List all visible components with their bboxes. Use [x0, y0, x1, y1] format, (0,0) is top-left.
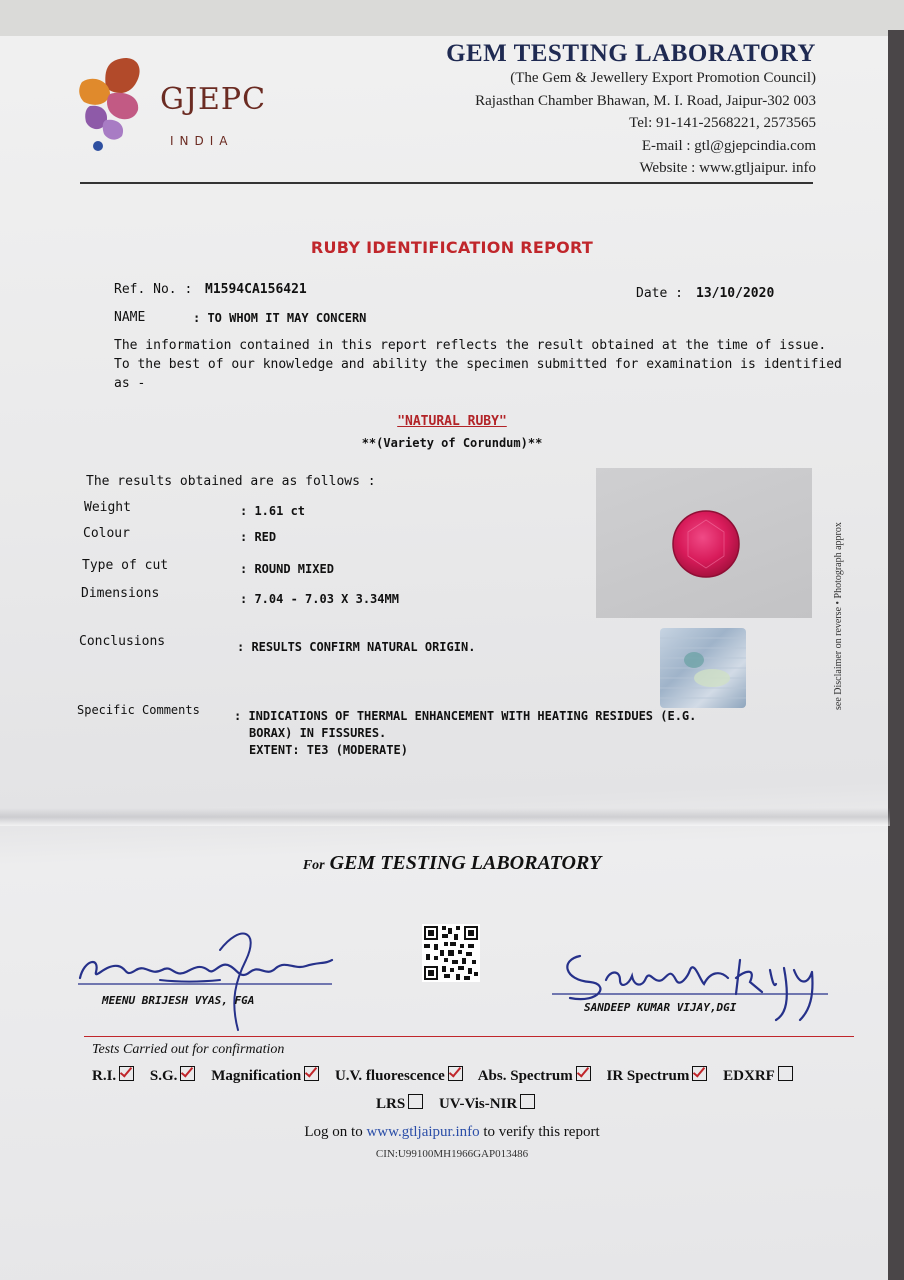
- specimen-photo: [596, 468, 812, 618]
- name-value: : TO WHOM IT MAY CONCERN: [193, 311, 367, 325]
- variety-text: **(Variety of Corundum)**: [361, 436, 543, 450]
- comments-line-3: EXTENT: TE3 (MODERATE): [249, 743, 408, 757]
- results-intro: The results obtained are as follows :: [86, 474, 376, 489]
- for-lab-line: [0, 852, 904, 875]
- lab-title: GEM TESTING LABORATORY: [446, 40, 816, 67]
- tests-row-2: [376, 1094, 547, 1113]
- colour-label: Colour: [83, 526, 130, 541]
- background-top: [0, 0, 904, 36]
- conclusions-label: Conclusions: [79, 634, 166, 649]
- signer-2-name: SANDEEP KUMAR VIJAY,DGI: [584, 1001, 737, 1014]
- date-label: Date :: [636, 286, 683, 301]
- ref-label: Ref. No. :: [114, 282, 193, 297]
- for-lab-name: GEM TESTING LABORATORY: [329, 852, 602, 874]
- tests-heading: Tests Carried out for confirmation: [92, 1042, 285, 1057]
- test-magnification-checkbox[interactable]: [304, 1066, 319, 1081]
- weight-label: Weight: [84, 500, 131, 515]
- telephone-line: Tel: 91-141-2568221, 2573565: [629, 115, 816, 131]
- ruby-gem-icon: [596, 468, 812, 618]
- identification-text: "NATURAL RUBY": [397, 414, 507, 429]
- colour-value: : RED: [240, 530, 277, 544]
- verify-prefix: Log on to: [304, 1124, 363, 1140]
- tests-divider: [84, 1036, 854, 1037]
- cut-label: Type of cut: [82, 558, 169, 573]
- brand-subtitle: INDIA: [170, 134, 234, 148]
- dimensions-label: Dimensions: [81, 586, 160, 601]
- comments-label: Specific Comments: [77, 703, 200, 717]
- conclusions-value: : RESULTS CONFIRM NATURAL ORIGIN.: [237, 640, 476, 654]
- hologram-seal-icon: [660, 628, 746, 708]
- name-label: NAME: [114, 310, 146, 325]
- identification: [0, 414, 904, 429]
- comments-line-2: BORAX) IN FISSURES.: [249, 726, 387, 740]
- test-abs-spectrum: Abs. Spectrum: [478, 1068, 591, 1084]
- weight-value: : 1.61 ct: [240, 504, 306, 518]
- ref-value: M1594CA156421: [205, 282, 307, 297]
- tests-row-1: [92, 1066, 805, 1085]
- test-edxrf-checkbox[interactable]: [778, 1066, 793, 1081]
- test-ri-checkbox[interactable]: [119, 1066, 134, 1081]
- test-uv-vis-nir: UV-Vis-NIR: [439, 1096, 535, 1112]
- verify-link[interactable]: www.gtljaipur.info: [366, 1124, 480, 1140]
- council-line: (The Gem & Jewellery Export Promotion Council): [510, 70, 816, 86]
- test-ir-spectrum-checkbox[interactable]: [692, 1066, 707, 1081]
- for-prefix: For: [302, 858, 325, 873]
- brand-name: GJEPC: [160, 82, 267, 117]
- address-line: Rajasthan Chamber Bhawan, M. I. Road, Jaipur-302 003: [475, 93, 816, 109]
- signature-1-icon: [70, 920, 345, 1040]
- test-ri: R.I.: [92, 1068, 134, 1084]
- intro-text: The information contained in this report reflects the result obtained at the time of issue. To the best of our knowledge and ability the specimen submitted for examination is identified as -: [114, 338, 842, 391]
- test-ir-spectrum: IR Spectrum: [606, 1068, 707, 1084]
- test-lrs-checkbox[interactable]: [408, 1094, 423, 1109]
- report-title: RUBY IDENTIFICATION REPORT: [310, 238, 594, 257]
- header-divider: [80, 182, 813, 184]
- side-disclaimer-text: see Disclaimer on reverse • Photograph approx: [833, 522, 844, 710]
- gjepc-logo-icon: [76, 52, 156, 156]
- test-sg: S.G.: [150, 1068, 196, 1084]
- signer-1-name: MEENU BRIJESH VYAS, FGA: [102, 994, 255, 1007]
- email-line: E-mail : gtl@gjepcindia.com: [641, 138, 816, 154]
- side-disclaimer: [833, 480, 847, 710]
- website-line: Website : www.gtljaipur. info: [639, 160, 816, 176]
- test-uv-vis-nir-checkbox[interactable]: [520, 1094, 535, 1109]
- cin-number: CIN:U99100MH1966GAP013486: [375, 1148, 529, 1160]
- signature-2-icon: [550, 940, 830, 1030]
- cut-value: : ROUND MIXED: [240, 562, 334, 576]
- qr-code-icon: [422, 924, 480, 982]
- dimensions-value: : 7.04 - 7.03 X 3.34MM: [240, 592, 399, 606]
- background-edge: [888, 30, 904, 1280]
- verify-line: [0, 1124, 904, 1141]
- test-edxrf: EDXRF: [723, 1068, 793, 1084]
- test-uv-fluorescence: U.V. fluorescence: [335, 1068, 463, 1084]
- test-abs-spectrum-checkbox[interactable]: [576, 1066, 591, 1081]
- test-lrs: LRS: [376, 1096, 423, 1112]
- verify-suffix: to verify this report: [483, 1124, 600, 1140]
- test-uv-fluorescence-checkbox[interactable]: [448, 1066, 463, 1081]
- comments-line-1: : INDICATIONS OF THERMAL ENHANCEMENT WITH HEATING RESIDUES (E.G.: [234, 709, 697, 723]
- date-value: 13/10/2020: [696, 286, 775, 301]
- test-magnification: Magnification: [211, 1068, 319, 1084]
- paper-fold: [0, 808, 890, 826]
- test-sg-checkbox[interactable]: [180, 1066, 195, 1081]
